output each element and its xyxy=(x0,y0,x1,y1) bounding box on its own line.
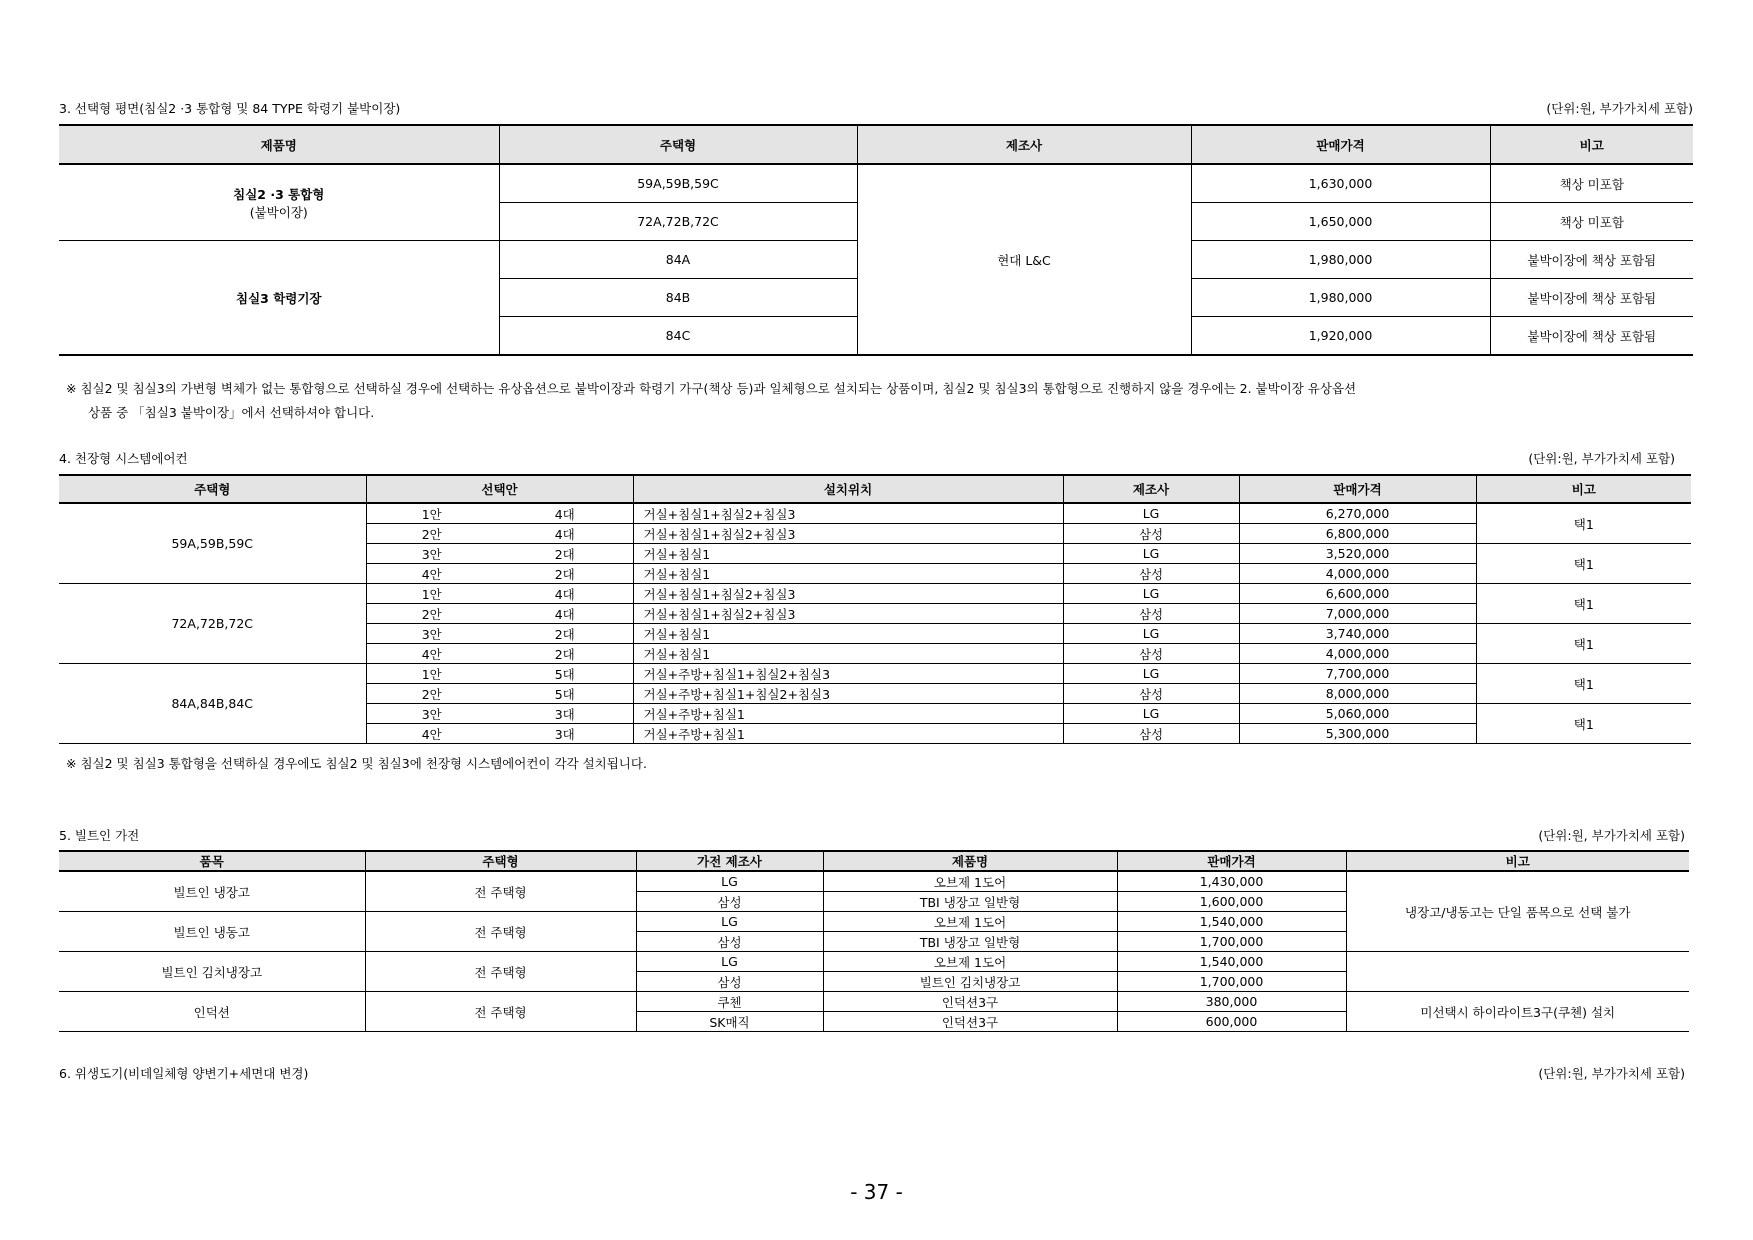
option-cell: 3안 xyxy=(366,624,497,644)
type-cell: 전 주택형 xyxy=(365,871,636,912)
remark-cell: 택1 xyxy=(1476,544,1691,584)
location-cell: 거실+침실1+침실2+침실3 xyxy=(633,503,1063,524)
price-cell: 6,800,000 xyxy=(1239,524,1476,544)
location-cell: 거실+침실1 xyxy=(633,624,1063,644)
remark-cell: 냉장고/냉동고는 단일 품목으로 선택 불가 xyxy=(1346,871,1689,952)
remark-cell: 택1 xyxy=(1476,584,1691,624)
count-cell: 2대 xyxy=(497,644,633,664)
type-cell: 59A,59B,59C xyxy=(499,164,857,203)
note-cell: 붙박이장에 책상 포함됨 xyxy=(1490,317,1693,356)
header-maker: 제조사 xyxy=(857,125,1191,164)
maker-cell: 현대 L&C xyxy=(857,164,1191,355)
product-cell: 오브제 1도어 xyxy=(823,952,1117,972)
maker-cell: 쿠첸 xyxy=(636,992,823,1012)
product-cell: 빌트인 김치냉장고 xyxy=(823,972,1117,992)
maker-cell: 삼성 xyxy=(1063,524,1239,544)
section3-unit: (단위:원, 부가가치세 포함) xyxy=(1546,101,1693,116)
type-cell: 84C xyxy=(499,317,857,356)
table-row xyxy=(59,871,1689,892)
header-type: 주택형 xyxy=(499,125,857,164)
section6-unit: (단위:원, 부가가치세 포함) xyxy=(1538,1066,1685,1081)
table-header-row xyxy=(59,475,1691,503)
type-cell: 84A xyxy=(499,241,857,279)
remark-cell: 택1 xyxy=(1476,624,1691,664)
product-cell: TBI 냉장고 일반형 xyxy=(823,892,1117,912)
header-type: 주택형 xyxy=(365,851,636,871)
type-cell: 72A,72B,72C xyxy=(59,584,366,664)
section3-table xyxy=(59,124,1693,356)
section3-title: 3. 선택형 평면(침실2 ·3 통합형 및 84 TYPE 학령기 붙박이장) xyxy=(59,101,401,116)
remark-cell xyxy=(1346,952,1689,992)
option-cell: 4안 xyxy=(366,724,497,744)
option-cell: 2안 xyxy=(366,524,497,544)
section5-title: 5. 빌트인 가전 xyxy=(59,828,140,843)
product-cell: 인덕션3구 xyxy=(823,992,1117,1012)
note-cell: 붙박이장에 책상 포함됨 xyxy=(1490,241,1693,279)
product-cell: 오브제 1도어 xyxy=(823,871,1117,892)
header-price: 판매가격 xyxy=(1239,475,1476,503)
option-cell: 3안 xyxy=(366,544,497,564)
header-product: 제품명 xyxy=(823,851,1117,871)
price-cell: 8,000,000 xyxy=(1239,684,1476,704)
count-cell: 4대 xyxy=(497,584,633,604)
maker-cell: 삼성 xyxy=(1063,564,1239,584)
maker-cell: 삼성 xyxy=(1063,684,1239,704)
maker-cell: 삼성 xyxy=(1063,644,1239,664)
type-cell: 84B xyxy=(499,279,857,317)
header-note: 비고 xyxy=(1476,475,1691,503)
location-cell: 거실+침실1 xyxy=(633,544,1063,564)
price-cell: 1,540,000 xyxy=(1117,912,1346,932)
product-cell: 오브제 1도어 xyxy=(823,912,1117,932)
header-maker: 가전 제조사 xyxy=(636,851,823,871)
maker-cell: LG xyxy=(1063,544,1239,564)
maker-cell: LG xyxy=(1063,664,1239,684)
count-cell: 3대 xyxy=(497,704,633,724)
count-cell: 4대 xyxy=(497,503,633,524)
table-row xyxy=(59,952,1689,972)
product-name: 침실2 ·3 통합형 xyxy=(233,186,325,202)
note-cell: 책상 미포함 xyxy=(1490,203,1693,241)
section5-unit: (단위:원, 부가가치세 포함) xyxy=(1538,828,1685,843)
price-cell: 1,700,000 xyxy=(1117,972,1346,992)
maker-cell: LG xyxy=(1063,503,1239,524)
price-cell: 1,650,000 xyxy=(1191,203,1490,241)
price-cell: 3,740,000 xyxy=(1239,624,1476,644)
price-cell: 7,700,000 xyxy=(1239,664,1476,684)
maker-cell: 삼성 xyxy=(1063,604,1239,624)
header-location: 설치위치 xyxy=(633,475,1063,503)
price-cell: 1,600,000 xyxy=(1117,892,1346,912)
header-note: 비고 xyxy=(1346,851,1689,871)
section4-table xyxy=(59,474,1691,744)
maker-cell: LG xyxy=(1063,624,1239,644)
count-cell: 3대 xyxy=(497,724,633,744)
price-cell: 1,430,000 xyxy=(1117,871,1346,892)
price-cell: 1,700,000 xyxy=(1117,932,1346,952)
section4-note: ※ 침실2 및 침실3 통합형을 선택하실 경우에도 침실2 및 침실3에 천장형 시스템에어컨이 각각 설치됩니다. xyxy=(66,756,647,771)
price-cell: 1,980,000 xyxy=(1191,241,1490,279)
table-row xyxy=(59,992,1689,1012)
price-cell: 1,980,000 xyxy=(1191,279,1490,317)
count-cell: 2대 xyxy=(497,544,633,564)
price-cell: 6,270,000 xyxy=(1239,503,1476,524)
type-cell: 72A,72B,72C xyxy=(499,203,857,241)
item-cell: 빌트인 김치냉장고 xyxy=(59,952,365,992)
price-cell: 4,000,000 xyxy=(1239,644,1476,664)
maker-cell: LG xyxy=(636,912,823,932)
location-cell: 거실+침실1 xyxy=(633,644,1063,664)
maker-cell: LG xyxy=(636,952,823,972)
type-cell: 전 주택형 xyxy=(365,992,636,1032)
remark-cell: 택1 xyxy=(1476,704,1691,744)
maker-cell: 삼성 xyxy=(636,932,823,952)
price-cell: 1,920,000 xyxy=(1191,317,1490,356)
type-cell: 전 주택형 xyxy=(365,912,636,952)
type-cell: 전 주택형 xyxy=(365,952,636,992)
maker-cell: SK매직 xyxy=(636,1012,823,1032)
maker-cell: LG xyxy=(636,871,823,892)
maker-cell: 삼성 xyxy=(636,972,823,992)
product-subname: (붙박이장) xyxy=(249,204,308,220)
option-cell: 2안 xyxy=(366,684,497,704)
count-cell: 4대 xyxy=(497,604,633,624)
price-cell: 4,000,000 xyxy=(1239,564,1476,584)
table-row xyxy=(59,164,1693,203)
header-price: 판매가격 xyxy=(1117,851,1346,871)
page-number: - 37 - xyxy=(850,1180,903,1204)
option-cell: 1안 xyxy=(366,503,497,524)
section3-note-line2: 상품 중 「침실3 붙박이장」에서 선택하셔야 합니다. xyxy=(88,405,375,420)
section6-title: 6. 위생도기(비데일체형 양변기+세면대 변경) xyxy=(59,1066,309,1081)
remark-cell: 택1 xyxy=(1476,503,1691,544)
section3-note xyxy=(66,377,1696,425)
remark-cell: 미선택시 하이라이트3구(쿠첸) 설치 xyxy=(1346,992,1689,1032)
note-cell: 붙박이장에 책상 포함됨 xyxy=(1490,279,1693,317)
price-cell: 1,630,000 xyxy=(1191,164,1490,203)
header-price: 판매가격 xyxy=(1191,125,1490,164)
section5-table xyxy=(59,850,1689,1032)
price-cell: 7,000,000 xyxy=(1239,604,1476,624)
price-cell: 5,060,000 xyxy=(1239,704,1476,724)
price-cell: 1,540,000 xyxy=(1117,952,1346,972)
option-cell: 4안 xyxy=(366,644,497,664)
option-cell: 1안 xyxy=(366,584,497,604)
section4-title: 4. 천장형 시스템에어컨 xyxy=(59,451,188,466)
type-cell: 59A,59B,59C xyxy=(59,503,366,584)
maker-cell: LG xyxy=(1063,584,1239,604)
table-header-row xyxy=(59,851,1689,871)
header-option: 선택안 xyxy=(366,475,633,503)
maker-cell: 삼성 xyxy=(636,892,823,912)
remark-cell: 택1 xyxy=(1476,664,1691,704)
product-cell: TBI 냉장고 일반형 xyxy=(823,932,1117,952)
location-cell: 거실+침실1+침실2+침실3 xyxy=(633,604,1063,624)
location-cell: 거실+침실1 xyxy=(633,564,1063,584)
count-cell: 5대 xyxy=(497,664,633,684)
table-row xyxy=(59,584,1691,604)
count-cell: 4대 xyxy=(497,524,633,544)
section3-note-line1: ※ 침실2 및 침실3의 가변형 벽체가 없는 통합형으로 선택하실 경우에 선택하는 유상옵션으로 붙박이장과 학령기 가구(책상 등)과 일체형으로 설치되는 상품이며, 침실2 및 침실3의 통합형으로 진행하지 않을 경우에는 2. 붙박이장 유상옵션 xyxy=(66,381,1357,396)
product-cell: 인덕션3구 xyxy=(823,1012,1117,1032)
option-cell: 1안 xyxy=(366,664,497,684)
location-cell: 거실+침실1+침실2+침실3 xyxy=(633,524,1063,544)
maker-cell: LG xyxy=(1063,704,1239,724)
price-cell: 3,520,000 xyxy=(1239,544,1476,564)
table-header-row xyxy=(59,125,1693,164)
table-row xyxy=(59,503,1691,524)
product-cell: 침실3 학령기장 xyxy=(59,241,499,356)
location-cell: 거실+주방+침실1+침실2+침실3 xyxy=(633,664,1063,684)
section4-unit: (단위:원, 부가가치세 포함) xyxy=(1528,451,1675,466)
table-row xyxy=(59,664,1691,684)
location-cell: 거실+주방+침실1 xyxy=(633,704,1063,724)
option-cell: 4안 xyxy=(366,564,497,584)
price-cell: 600,000 xyxy=(1117,1012,1346,1032)
header-type: 주택형 xyxy=(59,475,366,503)
product-cell xyxy=(59,164,499,241)
option-cell: 3안 xyxy=(366,704,497,724)
item-cell: 인덕션 xyxy=(59,992,365,1032)
note-cell: 책상 미포함 xyxy=(1490,164,1693,203)
location-cell: 거실+주방+침실1+침실2+침실3 xyxy=(633,684,1063,704)
count-cell: 5대 xyxy=(497,684,633,704)
header-maker: 제조사 xyxy=(1063,475,1239,503)
location-cell: 거실+침실1+침실2+침실3 xyxy=(633,584,1063,604)
item-cell: 빌트인 냉동고 xyxy=(59,912,365,952)
item-cell: 빌트인 냉장고 xyxy=(59,871,365,912)
price-cell: 6,600,000 xyxy=(1239,584,1476,604)
header-product: 제품명 xyxy=(59,125,499,164)
count-cell: 2대 xyxy=(497,624,633,644)
price-cell: 5,300,000 xyxy=(1239,724,1476,744)
option-cell: 2안 xyxy=(366,604,497,624)
count-cell: 2대 xyxy=(497,564,633,584)
location-cell: 거실+주방+침실1 xyxy=(633,724,1063,744)
header-item: 품목 xyxy=(59,851,365,871)
price-cell: 380,000 xyxy=(1117,992,1346,1012)
header-note: 비고 xyxy=(1490,125,1693,164)
maker-cell: 삼성 xyxy=(1063,724,1239,744)
type-cell: 84A,84B,84C xyxy=(59,664,366,744)
